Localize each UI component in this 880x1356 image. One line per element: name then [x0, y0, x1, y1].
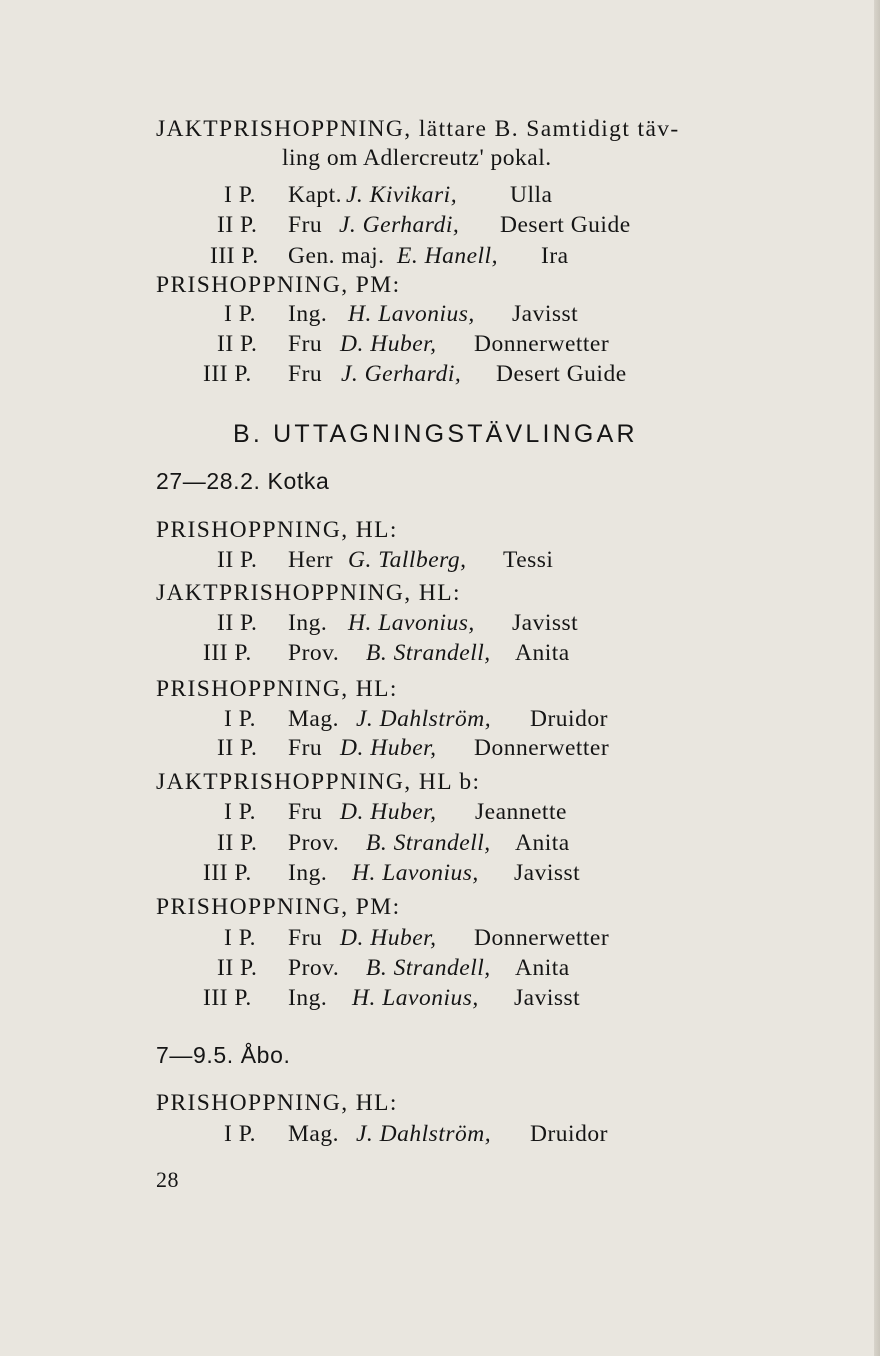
result-line	[224, 923, 610, 953]
rank: II P.	[217, 735, 258, 761]
competition-heading: PRISHOPPNING, HL:	[156, 676, 398, 702]
result-line	[224, 1119, 608, 1149]
horse-name: Desert Guide	[496, 361, 627, 387]
horse-name: Anita	[515, 640, 570, 666]
rider-title: Fru	[288, 799, 323, 825]
result-line	[203, 983, 581, 1013]
rank: II P.	[217, 331, 258, 357]
rank: I P.	[224, 301, 257, 327]
rank: II P.	[217, 547, 258, 573]
rank: I P.	[224, 706, 257, 732]
rank: I P.	[224, 1121, 257, 1147]
result-line	[217, 733, 610, 763]
rank: III P.	[203, 985, 252, 1011]
horse-name: Druidor	[530, 1121, 608, 1147]
competition-heading: JAKTPRISHOPPNING, HL:	[156, 580, 461, 606]
rider-name: D. Huber,	[340, 925, 437, 951]
block2-heading: PRISHOPPNING, PM:	[156, 272, 401, 298]
rider-name: B. Strandell,	[366, 830, 491, 856]
rider-name: J. Dahlström,	[356, 1121, 492, 1147]
rank: II P.	[217, 955, 258, 981]
competition-heading: JAKTPRISHOPPNING, HL b:	[156, 769, 481, 795]
rank: II P.	[217, 610, 258, 636]
rider-name: H. Lavonius,	[348, 301, 475, 327]
rider-name: H. Lavonius,	[348, 610, 475, 636]
horse-name: Ulla	[510, 182, 553, 208]
horse-name: Tessi	[503, 547, 554, 573]
rank: II P.	[217, 212, 258, 238]
rider-title: Fru	[288, 361, 323, 387]
result-line	[224, 704, 608, 734]
result-line	[217, 329, 610, 359]
horse-name: Jeannette	[475, 799, 567, 825]
rank: III P.	[203, 860, 252, 886]
horse-name: Donnerwetter	[474, 735, 610, 761]
rank: III P.	[203, 361, 252, 387]
horse-name: Anita	[515, 830, 570, 856]
rank: I P.	[224, 182, 257, 208]
rider-title: Mag.	[288, 706, 339, 732]
result-line	[224, 299, 579, 329]
rider-name: B. Strandell,	[366, 955, 491, 981]
rider-name: H. Lavonius,	[352, 985, 479, 1011]
rider-title: Fru	[288, 331, 323, 357]
rider-title: Prov.	[288, 955, 340, 981]
competition-heading: PRISHOPPNING, HL:	[156, 1090, 398, 1116]
event-date-abo: 7—9.5. Åbo.	[156, 1042, 291, 1068]
rider-title: Mag.	[288, 1121, 339, 1147]
horse-name: Donnerwetter	[474, 925, 610, 951]
result-line	[224, 180, 553, 210]
horse-name: Javisst	[512, 301, 579, 327]
rider-title: Prov.	[288, 830, 340, 856]
rank: III P.	[203, 640, 252, 666]
page-number: 28	[156, 1167, 179, 1192]
horse-name: Javisst	[514, 860, 581, 886]
rider-name: D. Huber,	[340, 735, 437, 761]
result-line	[203, 858, 581, 888]
horse-name: Javisst	[514, 985, 581, 1011]
rider-title: Prov.	[288, 640, 340, 666]
horse-name: Desert Guide	[500, 212, 631, 238]
rider-title: Gen. maj.	[288, 243, 385, 269]
block1-heading-line2: ling om Adlercreutz' pokal.	[282, 145, 552, 171]
rider-name: D. Huber,	[340, 331, 437, 357]
block1-heading-line1: JAKTPRISHOPPNING, lättare B. Samtidigt täv-	[156, 116, 680, 142]
rider-title: Herr	[288, 547, 334, 573]
rider-title: Fru	[288, 925, 323, 951]
rank: II P.	[217, 830, 258, 856]
result-line	[217, 210, 631, 240]
rider-name: G. Tallberg,	[348, 547, 467, 573]
rider-title: Fru	[288, 735, 323, 761]
result-line	[224, 797, 567, 827]
rider-name: B. Strandell,	[366, 640, 491, 666]
rider-title: Ing.	[288, 610, 328, 636]
rider-name: J. Dahlström,	[356, 706, 492, 732]
horse-name: Ira	[541, 243, 569, 269]
rider-title: Ing.	[288, 985, 328, 1011]
section-heading: B. UTTAGNINGSTÄVLINGAR	[233, 420, 638, 448]
result-line	[217, 545, 554, 575]
result-line	[217, 608, 579, 638]
rider-title: Kapt.	[288, 182, 343, 208]
event-date-kotka: 27—28.2. Kotka	[156, 468, 330, 494]
horse-name: Donnerwetter	[474, 331, 610, 357]
rider-title: Ing.	[288, 860, 328, 886]
competition-heading: PRISHOPPNING, PM:	[156, 894, 401, 920]
rider-name: J. Kivikari,	[346, 182, 458, 208]
rider-title: Ing.	[288, 301, 328, 327]
competition-heading: PRISHOPPNING, HL:	[156, 517, 398, 543]
result-line	[217, 953, 570, 983]
horse-name: Anita	[515, 955, 570, 981]
result-line	[203, 638, 570, 668]
rider-name: J. Gerhardi,	[341, 361, 462, 387]
rank: I P.	[224, 925, 257, 951]
rider-name: J. Gerhardi,	[339, 212, 460, 238]
result-line	[217, 828, 570, 858]
rider-name: D. Huber,	[340, 799, 437, 825]
rider-title: Fru	[288, 212, 323, 238]
rank: III P.	[210, 243, 259, 269]
rider-name: H. Lavonius,	[352, 860, 479, 886]
rank: I P.	[224, 799, 257, 825]
page-edge	[874, 0, 880, 1356]
rider-name: E. Hanell,	[397, 243, 498, 269]
result-line	[210, 241, 569, 271]
result-line	[203, 359, 627, 389]
horse-name: Druidor	[530, 706, 608, 732]
horse-name: Javisst	[512, 610, 579, 636]
